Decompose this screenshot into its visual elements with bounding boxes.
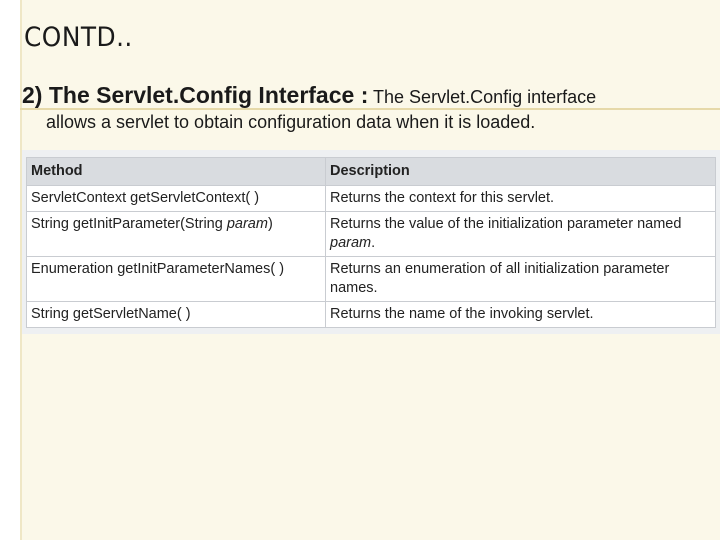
description-cell xyxy=(326,212,716,257)
table-row xyxy=(27,302,716,328)
description-cell: Returns an enumeration of all initialization parameter names. xyxy=(326,257,716,302)
method-param: param xyxy=(226,216,268,232)
description-param: param xyxy=(330,235,372,251)
heading-bold: The Servlet.Config Interface : xyxy=(48,82,369,108)
description-line: allows a servlet to obtain configuration data when it is loaded. xyxy=(46,112,536,132)
method-prefix: String getInitParameter(String xyxy=(31,216,227,232)
table-row xyxy=(27,257,716,302)
method-cell: ServletContext getServletContext( ) xyxy=(27,186,326,212)
header-description: Description xyxy=(326,158,716,186)
table-header-row xyxy=(27,158,716,186)
section-heading xyxy=(22,82,702,109)
method-table-image xyxy=(22,150,720,334)
method-cell: String getServletName( ) xyxy=(27,302,326,328)
description-prefix: Returns the value of the initialization parameter named xyxy=(330,216,682,232)
method-suffix: ) xyxy=(267,216,273,232)
table-row xyxy=(27,212,716,257)
description-cell: Returns the context for this servlet. xyxy=(326,186,716,212)
header-method: Method xyxy=(27,158,326,186)
slide-title: CONTD.. xyxy=(24,22,133,53)
method-table xyxy=(26,157,716,328)
description-cell: Returns the name of the invoking servlet. xyxy=(326,302,716,328)
heading-description: The Servlet.Config interface xyxy=(368,87,597,107)
heading-number: 2) xyxy=(22,82,49,108)
accent-rule xyxy=(20,108,720,110)
method-cell xyxy=(27,212,326,257)
method-cell: Enumeration getInitParameterNames( ) xyxy=(27,257,326,302)
table-row xyxy=(27,186,716,212)
description-suffix: . xyxy=(371,235,376,251)
